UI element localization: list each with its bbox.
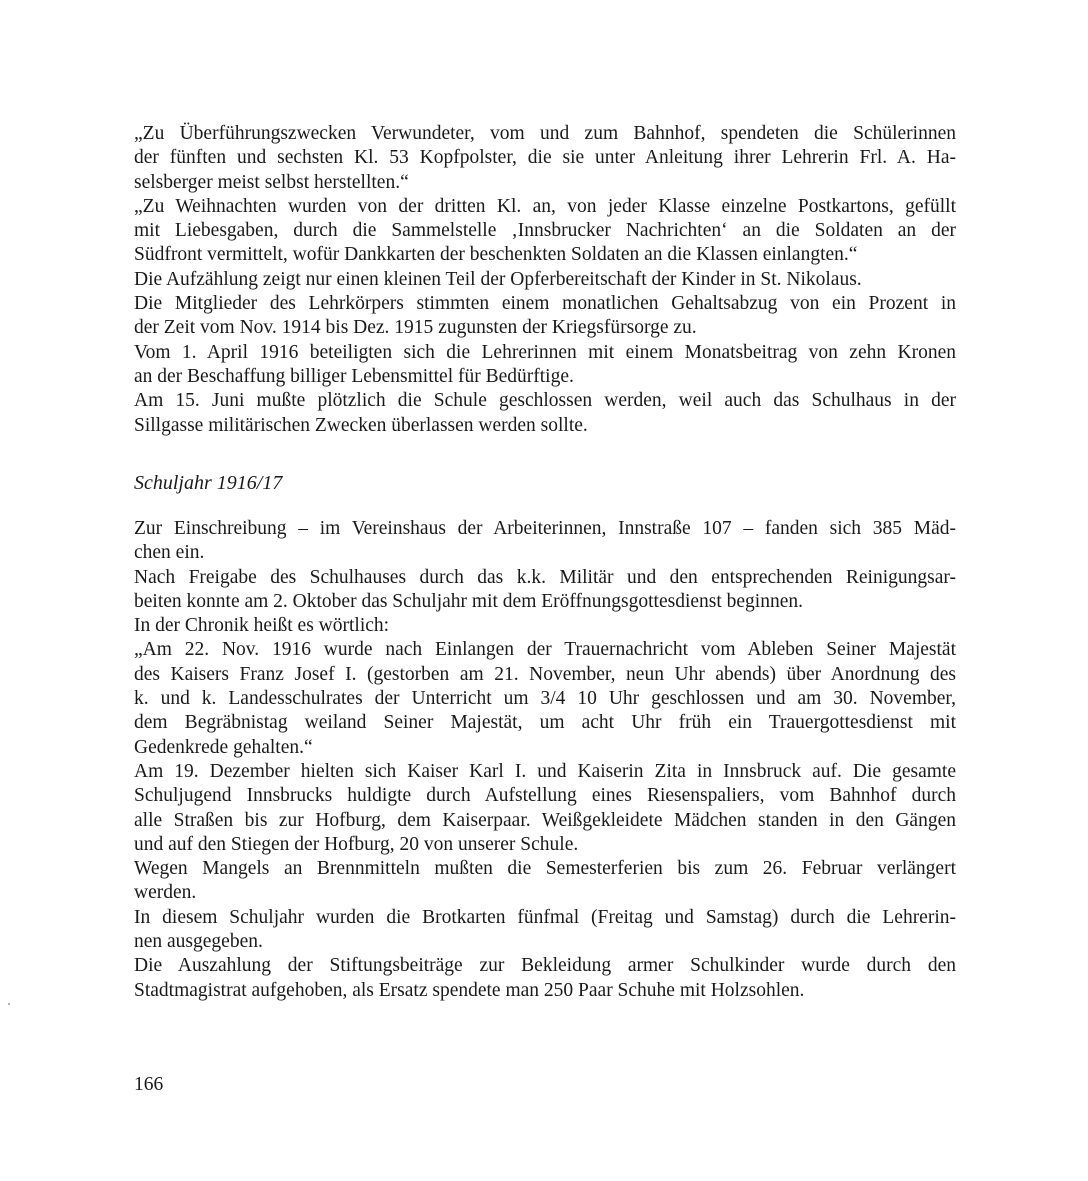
text-section-1914-1916 bbox=[134, 122, 956, 438]
text-line: der fünften und sechsten Kl. 53 Kopfpolster, die sie unter Anleitung ihrer Lehrerin Frl. A. Ha- bbox=[134, 147, 956, 169]
text-line: Am 19. Dezember hielten sich Kaiser Karl I. und Kaiserin Zita in Innsbruck auf. Die gesamte bbox=[134, 760, 956, 782]
scan-speck bbox=[8, 1003, 10, 1005]
text-line: an der Beschaffung billiger Lebensmittel für Bedürftige. bbox=[134, 365, 574, 387]
text-section-schuljahr-1916-17 bbox=[134, 517, 956, 1003]
text-line: der Zeit vom Nov. 1914 bis Dez. 1915 zugunsten der Kriegsfürsorge zu. bbox=[134, 317, 697, 339]
text-line: k. und k. Landesschulrates der Unterricht um 3/4 10 Uhr geschlossen und am 30. November, bbox=[134, 688, 956, 710]
text-line: dem Begräbnistag weiland Seiner Majestät, um acht Uhr früh ein Trauergottesdienst mit bbox=[134, 712, 956, 734]
text-line: In diesem Schuljahr wurden die Brotkarten fünfmal (Freitag und Samstag) durch die Lehrerin- bbox=[134, 906, 956, 928]
text-line: Nach Freigabe des Schulhauses durch das k.k. Militär und den entsprechenden Reinigungsar- bbox=[134, 566, 956, 588]
text-line: selsberger meist selbst herstellten.“ bbox=[134, 171, 409, 193]
text-line: des Kaisers Franz Josef I. (gestorben am 21. November, neun Uhr abends) über Anordnung des bbox=[134, 663, 956, 685]
text-line: Am 15. Juni mußte plötzlich die Schule geschlossen werden, weil auch das Schulhaus in der bbox=[134, 390, 956, 412]
text-line: Südfront vermittelt, wofür Dankkarten der beschenkten Soldaten an die Klassen einlangten.“ bbox=[134, 244, 858, 266]
text-line: Sillgasse militärischen Zwecken überlassen werden sollte. bbox=[134, 414, 588, 436]
text-line: Vom 1. April 1916 beteiligten sich die Lehrerinnen mit einem Monatsbeitrag von zehn Kronen bbox=[134, 341, 956, 363]
text-line: alle Straßen bis zur Hofburg, dem Kaiserpaar. Weißgekleidete Mädchen standen in den Gängen bbox=[134, 809, 956, 831]
text-line: „Zu Weihnachten wurden von der dritten Kl. an, von jeder Klasse einzelne Postkartons, gefüllt bbox=[134, 195, 956, 217]
text-line: In der Chronik heißt es wörtlich: bbox=[134, 615, 390, 637]
text-line: beiten konnte am 2. Oktober das Schuljahr mit dem Eröffnungsgottesdienst beginnen. bbox=[134, 590, 804, 612]
text-line: Zur Einschreibung – im Vereinshaus der Arbeiterinnen, Innstraße 107 – fanden sich 385 Mäd- bbox=[134, 518, 956, 539]
page-number: 166 bbox=[134, 1074, 164, 1095]
text-line: „Am 22. Nov. 1916 wurde nach Einlangen der Trauernachricht vom Ableben Seiner Majestät bbox=[134, 639, 956, 661]
section-heading: Schuljahr 1916/17 bbox=[134, 472, 283, 494]
text-line: Gedenkrede gehalten.“ bbox=[134, 736, 313, 758]
text-line: mit Liebesgaben, durch die Sammelstelle ‚Innsbrucker Nachrichten‘ an die Soldaten an der bbox=[134, 220, 956, 242]
text-line: Stadtmagistrat aufgehoben, als Ersatz spendete man 250 Paar Schuhe mit Holzsohlen. bbox=[134, 979, 805, 1001]
text-line: chen ein. bbox=[134, 542, 205, 564]
text-line: Wegen Mangels an Brennmitteln mußten die Semesterferien bis zum 26. Februar verlängert bbox=[134, 858, 956, 880]
text-line: Schuljugend Innsbrucks huldigte durch Aufstellung eines Riesenspaliers, vom Bahnhof durch bbox=[134, 785, 956, 807]
text-line: Die Auszahlung der Stiftungsbeiträge zur Bekleidung armer Schulkinder wurde durch den bbox=[134, 955, 956, 977]
text-line: werden. bbox=[134, 882, 197, 904]
text-line: nen ausgegeben. bbox=[134, 931, 263, 953]
text-line: Die Aufzählung zeigt nur einen kleinen Teil der Opferbereitschaft der Kinder in St. Nikolaus. bbox=[134, 268, 862, 290]
text-line: „Zu Überführungszwecken Verwundeter, vom und zum Bahnhof, spendeten die Schülerinnen bbox=[134, 123, 956, 144]
text-line: und auf den Stiegen der Hofburg, 20 von unserer Schule. bbox=[134, 833, 579, 855]
text-line: Die Mitglieder des Lehrkörpers stimmten einem monatlichen Gehaltsabzug von ein Prozent in bbox=[134, 293, 956, 315]
